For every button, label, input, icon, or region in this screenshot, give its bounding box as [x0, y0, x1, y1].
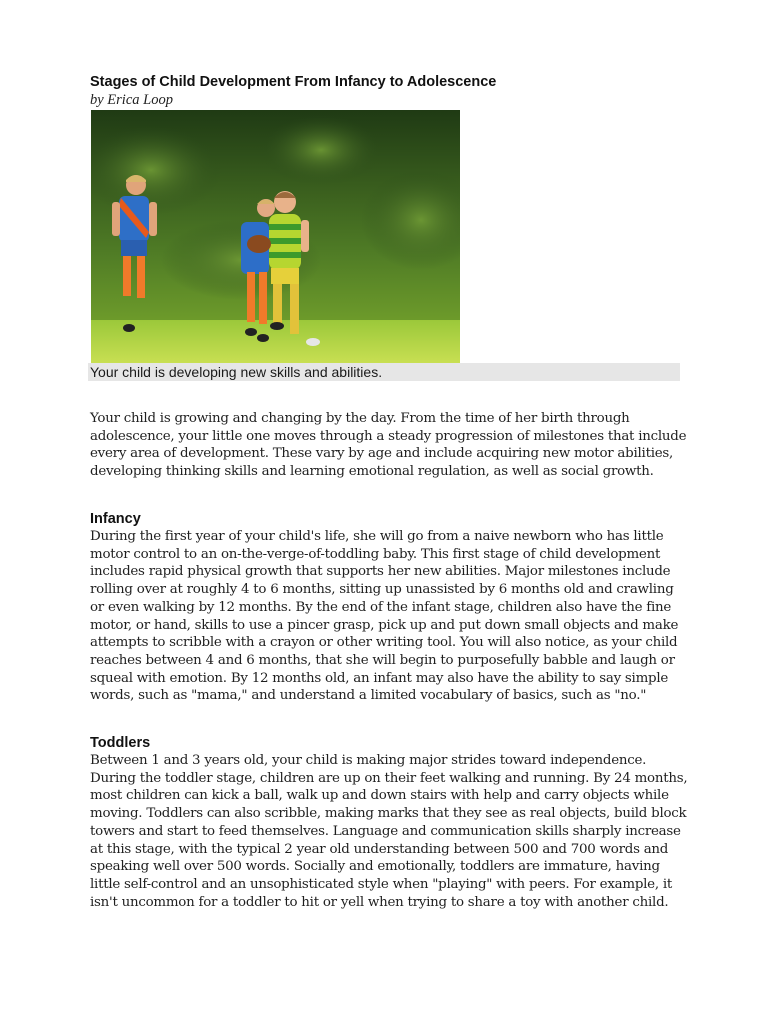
- section-body-toddlers: Between 1 and 3 years old, your child is making major strides toward independence. During the toddler stage, children are up on their feet walking and running. By 24 months, most children can kick a ball, walk up and down stairs with help and carry objects while moving. Toddlers can also scribble, making marks that they see as real objects, build block towers and start to feed themselves. Language and communication skills sharply increase at this stage, with the typical 2 year old understanding between 500 and 700 words and speaking well over 500 words. Socially and emotionally, toddlers are immature, having little self-control and an unsophisticated style when "playing" with peers. For example, it isn't uncommon for a toddler to hit or yell when trying to share a toy with another child.: [90, 753, 688, 910]
- children-running-photo: [91, 110, 460, 363]
- image-caption: Your child is developing new skills and abilities.: [90, 364, 383, 380]
- section-heading-toddlers: Toddlers: [90, 735, 151, 751]
- section-body-infancy: During the first year of your child's life, she will go from a naive newborn who has little motor control to an on-the-verge-of-toddling baby. This first stage of child development includes rapid physical growth that supports her new abilities. Major milestones include rolling over at roughly 4 to 6 months, sitting up unassisted by 6 months old and crawling or even walking by 12 months. By the end of the infant stage, children also have the fine motor, or hand, skills to use a pincer grasp, pick up and put down small objects and make attempts to scribble with a crayon or other writing tool. You will also notice, as your child reaches between 4 and 6 months, that she will begin to purposefully babble and laugh or squeal with emotion. By 12 months old, an infant may also have the ability to say simple words, such as "mama," and understand a limited vocabulary of basics, such as "no.": [90, 529, 679, 704]
- article-title: Stages of Child Development From Infancy to Adolescence: [90, 74, 497, 90]
- intro-paragraph: Your child is growing and changing by the day. From the time of her birth through adolescence, your little one moves through a steady progression of milestones that include every area of development. These vary by age and include acquiring new motor abilities, developing thinking skills and learning emotional regulation, as well as social growth.: [90, 411, 687, 480]
- image-caption-bar: [88, 363, 680, 381]
- article-byline: by Erica Loop: [90, 92, 173, 108]
- section-heading-infancy: Infancy: [90, 511, 141, 527]
